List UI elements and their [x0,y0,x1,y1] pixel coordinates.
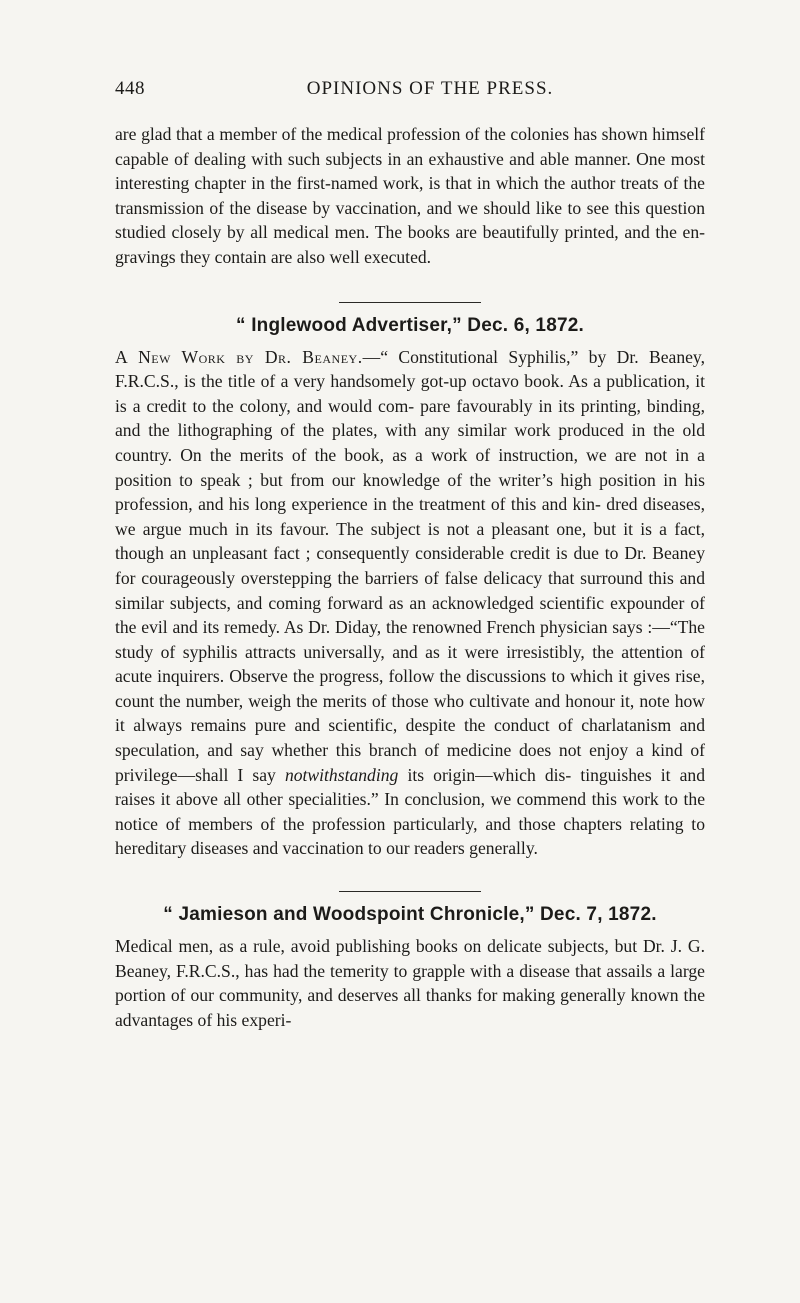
section-divider [339,302,481,303]
italic-phrase: notwithstanding [284,764,399,785]
review-paragraph-inglewood [115,345,705,861]
running-header [115,78,705,108]
lead-smallcaps: A New Work by Dr. Beaney. [115,346,363,367]
running-title: OPINIONS OF THE PRESS. [306,78,554,99]
intro-paragraph: are glad that a member of the medical profession of the colonies has shown himself capable of dealing with such subjects in an exhaustive and able manner. One most interesting chapter in the first-named work, is that in which the author treats of the transmission of the disease by vaccination, and we should like to see this question studied closely by all medical men. The books are beautifully printed, and the en- gravings they contain are also well executed. [115,124,705,267]
review-body-part1: —“ Constitutional Syphilis,” by Dr. Beaney, F.R.C.S., is the title of a very handsomely got-up octavo book. As a publication, it is a credit to the colony, and would com- pare favourably in its printing, binding, and the lithographing of the plates, with any similar work produced in the old country. On the merits of the book, as a work of instruction, we are not in a position to speak ; but from our knowledge of the writer’s high position in his profession, and his long experience in the treatment of this and kin- dred diseases, we argue much in its favour. The subject is not a pleasant one, but it is a fact, though an unpleasant fact ; consequently considerable credit is due to Dr. Beaney for courageously overstepping the barriers of false delicacy that surround this and similar subjects, and coming forward as an acknowledged scientific expounder of the evil and its remedy. As Dr. Diday, the renowned French physician says :—“The study of syphilis attracts universally, and as it were irresistibly, the attention of acute inquirers. Observe the progress, follow the discussions to which it gives rise, count the number, weigh the merits of those who cultivate and honour it, note how it always remains pure and scientific, despite the conduct of charlatanism and speculation, and say whether this branch of medicine does not enjoy a kind of privilege—shall I say [115,346,705,785]
page-number: 448 [115,78,145,99]
review-paragraph-jamieson: Medical men, as a rule, avoid publishing books on delicate subjects, but Dr. J. G. Beaney, F.R.C.S., has had the temerity to grapple with a disease that assails a large portion of our community, and deserves all thanks for making generally known the advantages of his experi- [115,936,705,1030]
review-body-part2: its origin—which dis- tinguishes it and raises it above all other specialities.” In conclusion, we commend this work to the notice of members of the profession particularly, and those chapters relating to hereditary diseases and vaccination to our readers generally. [115,764,706,859]
section-divider [339,891,481,892]
section-heading-inglewood: “ Inglewood Advertiser,” Dec. 6, 1872. [236,314,584,336]
book-page [115,78,705,1032]
section-heading-jamieson: “ Jamieson and Woodspoint Chronicle,” Dec. 7, 1872. [163,904,657,926]
